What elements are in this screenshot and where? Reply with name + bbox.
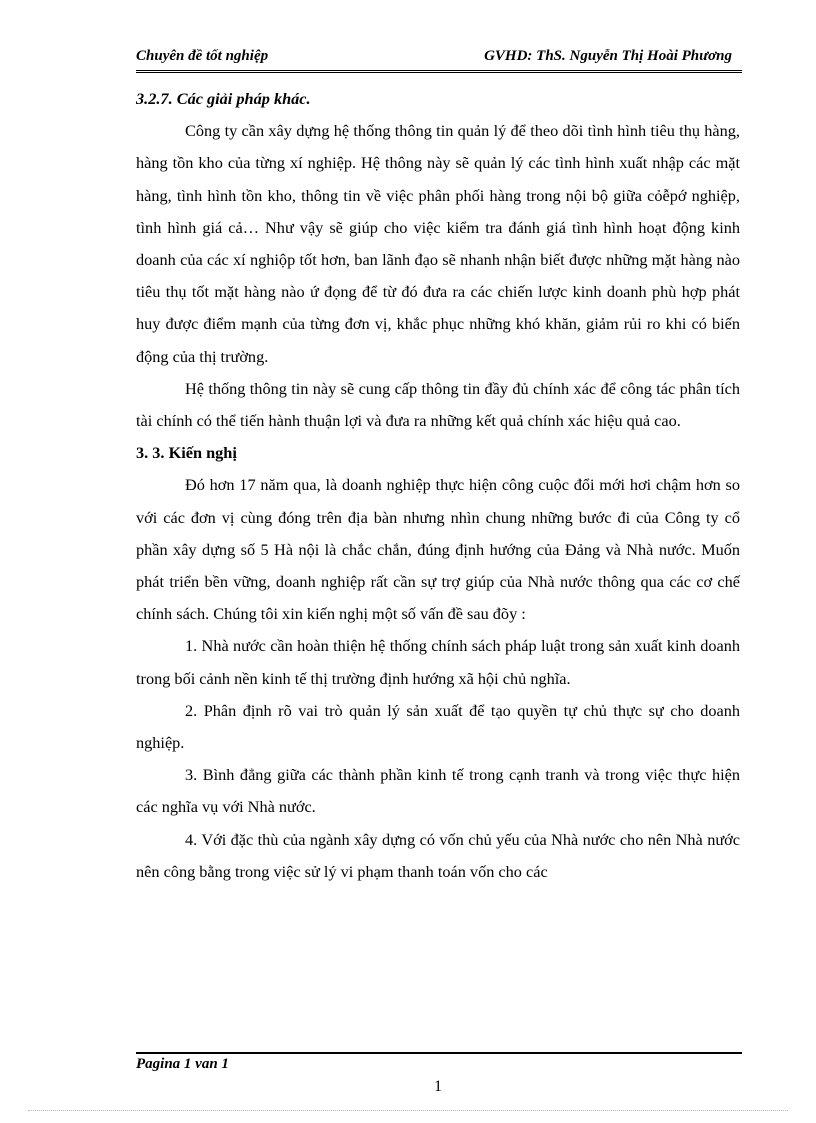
paragraph: Công ty cần xây dựng hệ thống thông tin quản lý để theo dõi tình hình tiêu thụ hàng, hàng tồn kho của từng xí nghiệp. Hệ thông này sẽ quản lý các tình hình xuất nhập các mặt hàng, tình hình tồn kho, thông tin về việc phân phối hàng trong nội bộ giữa cỏễpớ nghiệp, tình hình giá cả… Như vậy sẽ giúp cho việc kiểm tra đánh giá tình hình hoạt động kinh doanh của các xí nghiộp tốt hơn, ban lãnh đạo sẽ nhanh nhận biết được những mặt hàng nào tiêu thụ tốt mặt hàng nào ứ đọng để từ đó đưa ra các chiến lược kinh doanh phù hợp phát huy được điểm mạnh của từng đơn vị, khắc phục những khó khăn, giảm rủi ro khi có biến động của thị trường. <box>136 121 740 366</box>
document-body <box>136 83 740 888</box>
paragraph: Hệ thống thông tin này sẽ cung cấp thông tin đầy đủ chính xác để công tác phân tích tài chính có thể tiến hành thuận lợi và đưa ra những kết quả chính xác hiệu quả cao. <box>136 378 740 431</box>
paragraph: Đó hơn 17 năm qua, là doanh nghiệp thực hiện công cuộc đổi mới hơi chậm hơn so với các đơn vị cùng đóng trên địa bàn nhưng nhìn chung những bước đi của Công ty cổ phần xây dựng số 5 Hà nội là chắc chắn, đúng định hướng của Đảng và Nhà nước. Muốn phát triển bền vững, doanh nghiệp rất cần sự trợ giúp của Nhà nước thông qua các cơ chế chính sách. Chúng tôi xin kiến nghị một số vấn đề sau đõy : <box>136 475 740 624</box>
section-heading-327: 3.2.7. Các giải pháp khác. <box>136 89 311 108</box>
footer-pagination: Pagina 1 van 1 <box>136 1056 229 1072</box>
page-number: 1 <box>434 1078 442 1095</box>
list-item: 2. Phân định rõ vai trò quản lý sản xuất để tạo quyền tự chủ thực sự cho doanh nghiệp. <box>136 700 740 753</box>
section-heading-33: 3. 3. Kiến nghị <box>136 443 237 463</box>
header-divider <box>136 70 742 73</box>
header-title: Chuyên đề tốt nghiệp <box>136 48 269 64</box>
list-item: 4. Với đặc thù của ngành xây dựng có vốn chủ yếu của Nhà nước cho nên Nhà nước nên công bằng trong việc sử lý vi phạm thanh toán vốn cho các <box>136 829 740 881</box>
list-item: 1. Nhà nước cần hoàn thiện hệ thống chính sách pháp luật trong sản xuất kinh doanh trong bối cảnh nền kinh tế thị trường định hướng xã hội chủ nghĩa. <box>136 636 740 688</box>
footer-divider <box>136 1052 742 1054</box>
header-supervisor: GVHD: ThS. Nguyễn Thị Hoài Phương <box>484 48 732 64</box>
list-item: 3. Bình đẳng giữa các thành phần kinh tế trong cạnh tranh và trong việc thực hiện các nghĩa vụ với Nhà nước. <box>136 765 740 817</box>
page-break-marker <box>28 1110 788 1111</box>
page-header <box>136 48 742 72</box>
